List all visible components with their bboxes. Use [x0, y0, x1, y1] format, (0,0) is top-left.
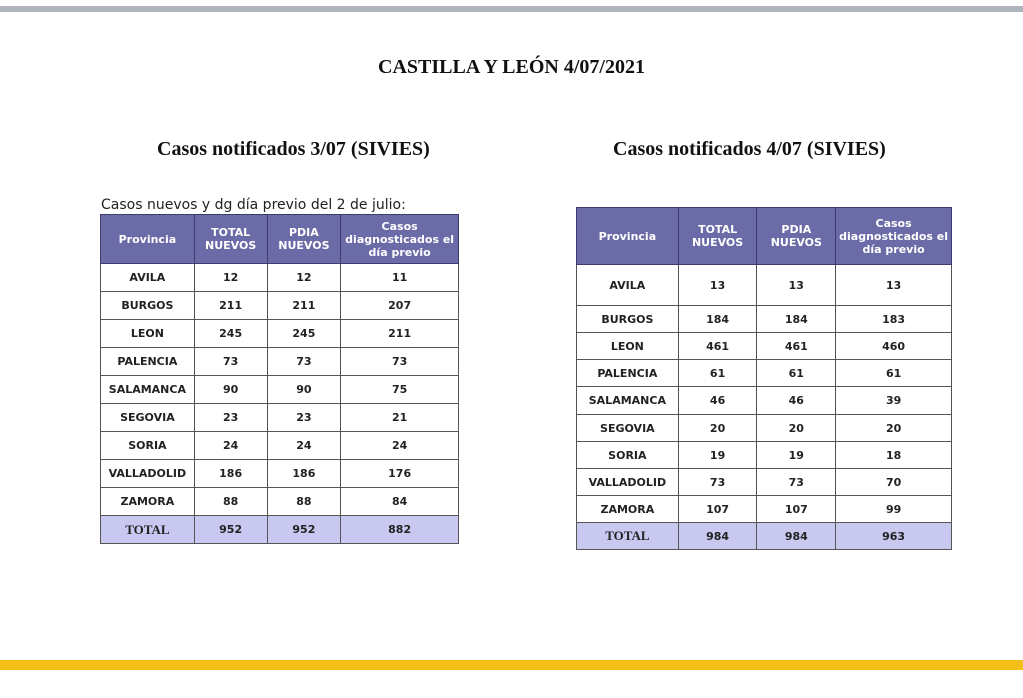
casos-dia-previo-cell: 176: [341, 460, 459, 488]
provincia-cell: PALENCIA: [577, 360, 679, 387]
total-nuevos-cell: 90: [194, 376, 267, 404]
total-nuevos-cell: 88: [194, 488, 267, 516]
table-row: [101, 460, 459, 488]
pdia-nuevos-cell: 20: [757, 415, 836, 442]
provincia-cell: AVILA: [577, 265, 679, 306]
provincia-cell: SORIA: [101, 432, 195, 460]
casos-dia-previo-cell: 18: [836, 442, 952, 469]
provincia-cell: AVILA: [101, 264, 195, 292]
pdia-nuevos-cell: 23: [267, 404, 341, 432]
table-row: [101, 264, 459, 292]
casos-dia-previo-cell: 84: [341, 488, 459, 516]
provincia-cell: SALAMANCA: [101, 376, 195, 404]
left-table-heading: Casos notificados 3/07 (SIVIES): [157, 138, 430, 160]
provincia-cell: ZAMORA: [577, 496, 679, 523]
provincia-cell: SORIA: [577, 442, 679, 469]
provincia-cell: BURGOS: [101, 292, 195, 320]
right-cases-table: [576, 207, 952, 550]
total-nuevos-cell: 61: [678, 360, 757, 387]
total-row: [101, 516, 459, 544]
bottom-border-bar: [0, 660, 1023, 670]
total-nuevos-cell: 12: [194, 264, 267, 292]
pdia-nuevos-cell: 107: [757, 496, 836, 523]
pdia-nuevos-cell: 19: [757, 442, 836, 469]
table-row: [101, 432, 459, 460]
pdia-nuevos-cell: 73: [757, 469, 836, 496]
total-pdia-nuevos-cell: 952: [267, 516, 341, 544]
provincia-cell: BURGOS: [577, 306, 679, 333]
header-total-nuevos: TOTAL NUEVOS: [194, 215, 267, 264]
table-row: [577, 496, 952, 523]
casos-dia-previo-cell: 13: [836, 265, 952, 306]
pdia-nuevos-cell: 461: [757, 333, 836, 360]
total-nuevos-cell: 13: [678, 265, 757, 306]
header-pdia-nuevos: PDIA NUEVOS: [757, 208, 836, 265]
provincia-cell: ZAMORA: [101, 488, 195, 516]
provincia-cell: SALAMANCA: [577, 387, 679, 415]
pdia-nuevos-cell: 90: [267, 376, 341, 404]
casos-dia-previo-cell: 20: [836, 415, 952, 442]
table-row: [577, 387, 952, 415]
total-nuevos-cell: 107: [678, 496, 757, 523]
right-table-heading: Casos notificados 4/07 (SIVIES): [613, 138, 886, 160]
casos-dia-previo-cell: 207: [341, 292, 459, 320]
header-row: [101, 215, 459, 264]
total-row: [577, 523, 952, 550]
provincia-cell: VALLADOLID: [577, 469, 679, 496]
pdia-nuevos-cell: 12: [267, 264, 341, 292]
total-nuevos-cell: 186: [194, 460, 267, 488]
total-nuevos-cell: 73: [678, 469, 757, 496]
provincia-cell: SEGOVIA: [101, 404, 195, 432]
total-label: TOTAL: [101, 516, 195, 544]
casos-dia-previo-cell: 75: [341, 376, 459, 404]
provincia-cell: SEGOVIA: [577, 415, 679, 442]
top-border-bar: [0, 6, 1023, 12]
pdia-nuevos-cell: 24: [267, 432, 341, 460]
page-title: CASTILLA Y LEÓN 4/07/2021: [378, 56, 645, 78]
left-table-caption: Casos nuevos y dg día previo del 2 de julio:: [101, 197, 406, 213]
header-provincia: Provincia: [101, 215, 195, 264]
casos-dia-previo-cell: 61: [836, 360, 952, 387]
total-nuevos-cell: 211: [194, 292, 267, 320]
table-row: [577, 442, 952, 469]
table-row: [577, 306, 952, 333]
total-nuevos-cell: 461: [678, 333, 757, 360]
total-total-nuevos-cell: 984: [678, 523, 757, 550]
table-row: [101, 320, 459, 348]
casos-dia-previo-cell: 183: [836, 306, 952, 333]
total-nuevos-cell: 24: [194, 432, 267, 460]
total-nuevos-cell: 23: [194, 404, 267, 432]
header-casos-dia-previo: Casos diagnosticados el día previo: [836, 208, 952, 265]
total-casos-dia-previo-cell: 882: [341, 516, 459, 544]
pdia-nuevos-cell: 245: [267, 320, 341, 348]
provincia-cell: LEON: [101, 320, 195, 348]
total-nuevos-cell: 245: [194, 320, 267, 348]
total-nuevos-cell: 184: [678, 306, 757, 333]
total-nuevos-cell: 20: [678, 415, 757, 442]
table-row: [577, 469, 952, 496]
total-casos-dia-previo-cell: 963: [836, 523, 952, 550]
table-row: [101, 292, 459, 320]
header-pdia-nuevos: PDIA NUEVOS: [267, 215, 341, 264]
provincia-cell: LEON: [577, 333, 679, 360]
pdia-nuevos-cell: 61: [757, 360, 836, 387]
provincia-cell: PALENCIA: [101, 348, 195, 376]
table-row: [101, 376, 459, 404]
casos-dia-previo-cell: 21: [341, 404, 459, 432]
casos-dia-previo-cell: 70: [836, 469, 952, 496]
total-nuevos-cell: 46: [678, 387, 757, 415]
header-provincia: Provincia: [577, 208, 679, 265]
total-nuevos-cell: 19: [678, 442, 757, 469]
total-nuevos-cell: 73: [194, 348, 267, 376]
pdia-nuevos-cell: 13: [757, 265, 836, 306]
pdia-nuevos-cell: 73: [267, 348, 341, 376]
header-casos-dia-previo: Casos diagnosticados el día previo: [341, 215, 459, 264]
pdia-nuevos-cell: 88: [267, 488, 341, 516]
pdia-nuevos-cell: 46: [757, 387, 836, 415]
table-row: [101, 488, 459, 516]
total-pdia-nuevos-cell: 984: [757, 523, 836, 550]
table-row: [577, 333, 952, 360]
total-total-nuevos-cell: 952: [194, 516, 267, 544]
casos-dia-previo-cell: 99: [836, 496, 952, 523]
table-row: [577, 415, 952, 442]
casos-dia-previo-cell: 460: [836, 333, 952, 360]
pdia-nuevos-cell: 184: [757, 306, 836, 333]
header-row: [577, 208, 952, 265]
provincia-cell: VALLADOLID: [101, 460, 195, 488]
pdia-nuevos-cell: 186: [267, 460, 341, 488]
pdia-nuevos-cell: 211: [267, 292, 341, 320]
left-cases-table: [100, 214, 459, 544]
casos-dia-previo-cell: 24: [341, 432, 459, 460]
header-total-nuevos: TOTAL NUEVOS: [678, 208, 757, 265]
casos-dia-previo-cell: 73: [341, 348, 459, 376]
casos-dia-previo-cell: 211: [341, 320, 459, 348]
table-row: [577, 360, 952, 387]
table-row: [577, 265, 952, 306]
total-label: TOTAL: [577, 523, 679, 550]
table-row: [101, 404, 459, 432]
casos-dia-previo-cell: 11: [341, 264, 459, 292]
casos-dia-previo-cell: 39: [836, 387, 952, 415]
table-row: [101, 348, 459, 376]
